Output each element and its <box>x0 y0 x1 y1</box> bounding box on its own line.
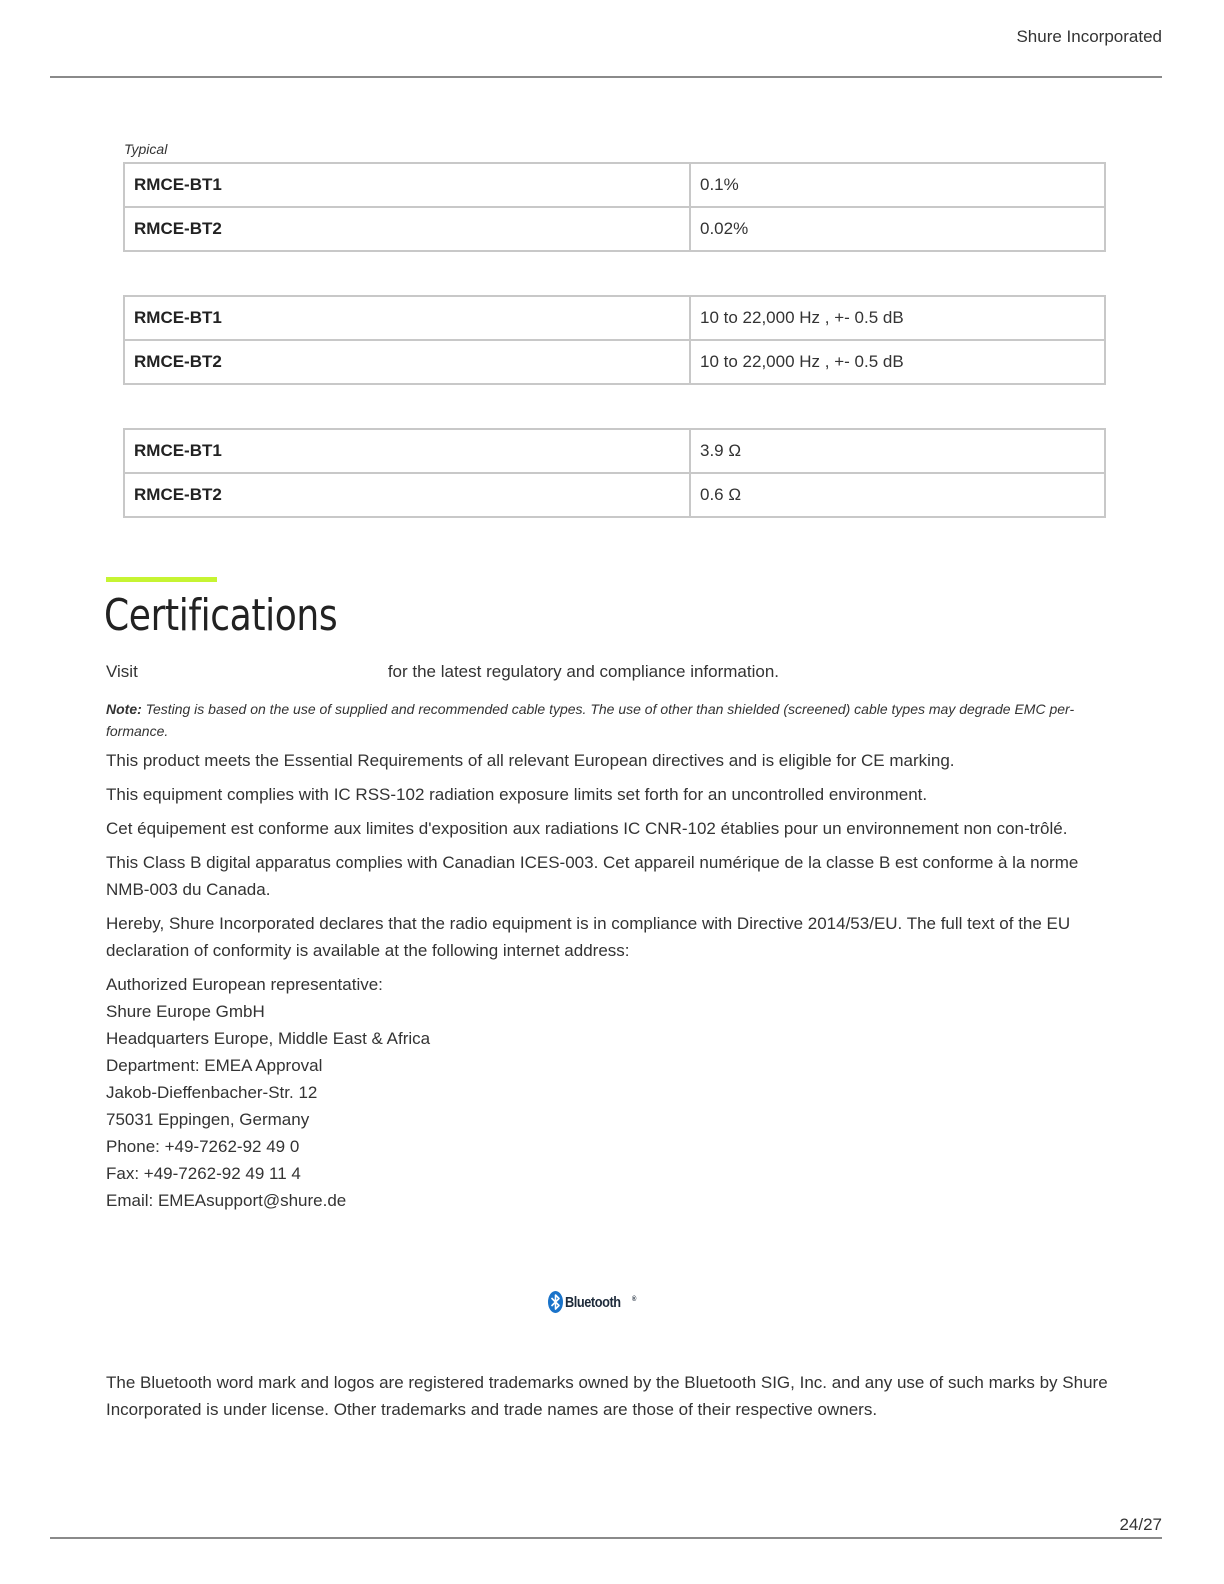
table-row <box>124 340 1105 384</box>
table-row <box>124 473 1105 517</box>
model-cell: RMCE-BT2 <box>124 340 690 384</box>
visit-suffix: for the latest regulatory and compliance information. <box>387 662 780 681</box>
value-cell: 0.1% <box>690 163 1105 207</box>
paragraph: This product meets the Essential Requirements of all relevant European directives and is eligible for CE marking. <box>106 751 955 770</box>
value-cell: 0.02% <box>690 207 1105 251</box>
value-cell: 10 to 22,000 Hz , +- 0.5 dB <box>690 340 1105 384</box>
certifications-body <box>106 698 1106 1214</box>
table-row <box>124 296 1105 340</box>
note-label: Note: <box>106 701 142 717</box>
address-line: Email: EMEAsupport@shure.de <box>106 1191 347 1210</box>
header-company-name: Shure Incorporated <box>1016 27 1162 46</box>
address-line: Department: EMEA Approval <box>106 1056 323 1075</box>
visit-line <box>106 660 779 682</box>
header-divider <box>50 76 1162 78</box>
value-cell: 0.6 Ω <box>690 473 1105 517</box>
model-cell: RMCE-BT1 <box>124 429 690 473</box>
table-row <box>124 207 1105 251</box>
table-row <box>124 429 1105 473</box>
model-cell: RMCE-BT2 <box>124 473 690 517</box>
value-cell: 3.9 Ω <box>690 429 1105 473</box>
model-cell: RMCE-BT1 <box>124 296 690 340</box>
section-title: Certifications <box>104 590 338 641</box>
model-cell: RMCE-BT2 <box>124 207 690 251</box>
note <box>106 698 1106 742</box>
page-number: 24/27 <box>1119 1515 1162 1534</box>
bluetooth-icon <box>548 1291 563 1313</box>
link-placeholder <box>138 660 388 677</box>
trademark-notice: The Bluetooth word mark and logos are registered trademarks owned by the Bluetooth SIG, Inc. and any use of such marks by Shure Incorporated is under license. Other trademarks and trade names are those of their respective owners. <box>106 1373 1108 1419</box>
address-line: Fax: +49-7262-92 49 11 4 <box>106 1164 301 1183</box>
paragraph: Cet équipement est conforme aux limites d'exposition aux radiations IC CNR-102 établies pour un environnement non con-trôlé. <box>106 819 1068 838</box>
spec-table-thd <box>123 162 1106 252</box>
value-cell: 10 to 22,000 Hz , +- 0.5 dB <box>690 296 1105 340</box>
footer-divider <box>50 1537 1162 1539</box>
spec-table-impedance <box>123 428 1106 518</box>
note-text: Testing is based on the use of supplied and recommended cable types. The use of other than shielded (screened) cable types may degrade EMC per-formance. <box>106 701 1075 739</box>
table-caption: Typical <box>124 141 168 157</box>
paragraph: Hereby, Shure Incorporated declares that the radio equipment is in compliance with Directive 2014/53/EU. The full text of the EU declaration of conformity is available at the following internet address: <box>106 914 1071 960</box>
address-line: Authorized European representative: <box>106 975 383 994</box>
address-line: Shure Europe GmbH <box>106 1002 265 1021</box>
address-line: Jakob-Dieffenbacher-Str. 12 <box>106 1083 318 1102</box>
spec-table-frequency-response <box>123 295 1106 385</box>
table-row <box>124 163 1105 207</box>
address-line: 75031 Eppingen, Germany <box>106 1110 310 1129</box>
section-accent-bar <box>106 577 217 582</box>
registered-mark: ® <box>632 1295 637 1303</box>
address-line: Phone: +49-7262-92 49 0 <box>106 1137 300 1156</box>
visit-prefix: Visit <box>106 662 138 681</box>
representative-address <box>106 971 1106 1214</box>
bluetooth-logo <box>548 1291 637 1313</box>
paragraph: This equipment complies with IC RSS-102 radiation exposure limits set forth for an uncontrolled environment. <box>106 785 928 804</box>
model-cell: RMCE-BT1 <box>124 163 690 207</box>
bluetooth-wordmark: Bluetooth <box>565 1293 621 1311</box>
paragraph: This Class B digital apparatus complies with Canadian ICES-003. Cet appareil numérique de la classe B est conforme à la norme NMB-003 du Canada. <box>106 853 1079 899</box>
address-line: Headquarters Europe, Middle East & Africa <box>106 1029 431 1048</box>
